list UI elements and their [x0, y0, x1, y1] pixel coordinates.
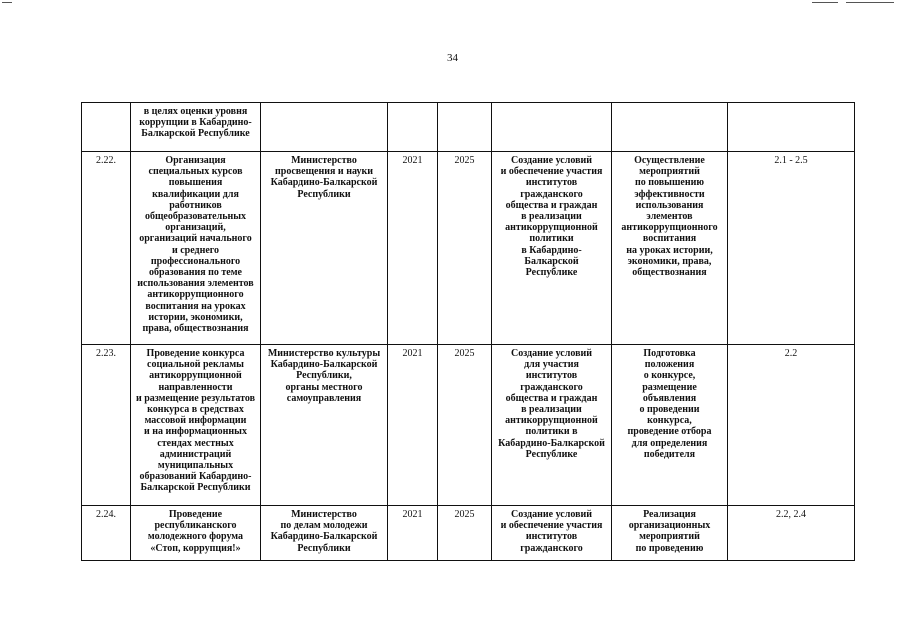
end-year-cell — [438, 103, 492, 152]
link-cell — [728, 103, 855, 152]
executor-cell: Министерство культуры Кабардино-Балкарской Республики, органы местного самоуправления — [261, 345, 388, 506]
row-number: 2.22. — [82, 152, 131, 345]
result-cell — [612, 103, 728, 152]
link-cell: 2.1 - 2.5 — [728, 152, 855, 345]
link-cell: 2.2, 2.4 — [728, 506, 855, 561]
start-year-cell: 2021 — [388, 506, 438, 561]
row-number — [82, 103, 131, 152]
table-row — [82, 103, 855, 152]
table-row — [82, 345, 855, 506]
start-year-cell: 2021 — [388, 152, 438, 345]
start-year-cell — [388, 103, 438, 152]
goal-cell: Создание условий для участия институтов гражданского общества и граждан в реализации антикоррупционной политики в Кабардино-Балкарской Республике — [492, 345, 612, 506]
event-cell: Проведение конкурса социальной рекламы антикоррупционной направленности и размещение результатов конкурса в средствах массовой информации и на информационных стендах местных администраций муниципальных образований Кабардино- Балкарской Республики — [131, 345, 261, 506]
goal-cell — [492, 103, 612, 152]
table-row — [82, 506, 855, 561]
row-number: 2.23. — [82, 345, 131, 506]
table-row — [82, 152, 855, 345]
event-cell: Организация специальных курсов повышения квалификации для работников общеобразовательных организаций, организаций начального и среднего профессионального образования по теме использования элементов антикоррупционного воспитания на уроках истории, экономики, права, обществознания — [131, 152, 261, 345]
scan-edge-mark — [2, 2, 12, 3]
scan-edge-mark — [812, 2, 838, 3]
end-year-cell: 2025 — [438, 345, 492, 506]
link-cell: 2.2 — [728, 345, 855, 506]
result-cell: Подготовка положения о конкурсе, размещение объявления о проведении конкурса, проведение отбора для определения победителя — [612, 345, 728, 506]
end-year-cell: 2025 — [438, 152, 492, 345]
executor-cell: Министерство просвещения и науки Кабардино-Балкарской Республики — [261, 152, 388, 345]
start-year-cell: 2021 — [388, 345, 438, 506]
event-cell: в целях оценки уровня коррупции в Кабардино- Балкарской Республике — [131, 103, 261, 152]
measures-table — [81, 102, 855, 561]
goal-cell: Создание условий и обеспечение участия институтов гражданского — [492, 506, 612, 561]
row-number: 2.24. — [82, 506, 131, 561]
end-year-cell: 2025 — [438, 506, 492, 561]
event-cell: Проведение республиканского молодежного форума «Стоп, коррупция!» — [131, 506, 261, 561]
goal-cell: Создание условий и обеспечение участия институтов гражданского общества и граждан в реализации антикоррупционной политики в Кабардино- Балкарской Республике — [492, 152, 612, 345]
scan-edge-mark — [846, 2, 894, 3]
result-cell: Реализация организационных мероприятий по проведению — [612, 506, 728, 561]
page-number: 34 — [447, 52, 458, 64]
executor-cell: Министерство по делам молодежи Кабардино-Балкарской Республики — [261, 506, 388, 561]
executor-cell — [261, 103, 388, 152]
result-cell: Осуществление мероприятий по повышению эффективности использования элементов антикоррупционного воспитания на уроках истории, экономики, права, обществознания — [612, 152, 728, 345]
